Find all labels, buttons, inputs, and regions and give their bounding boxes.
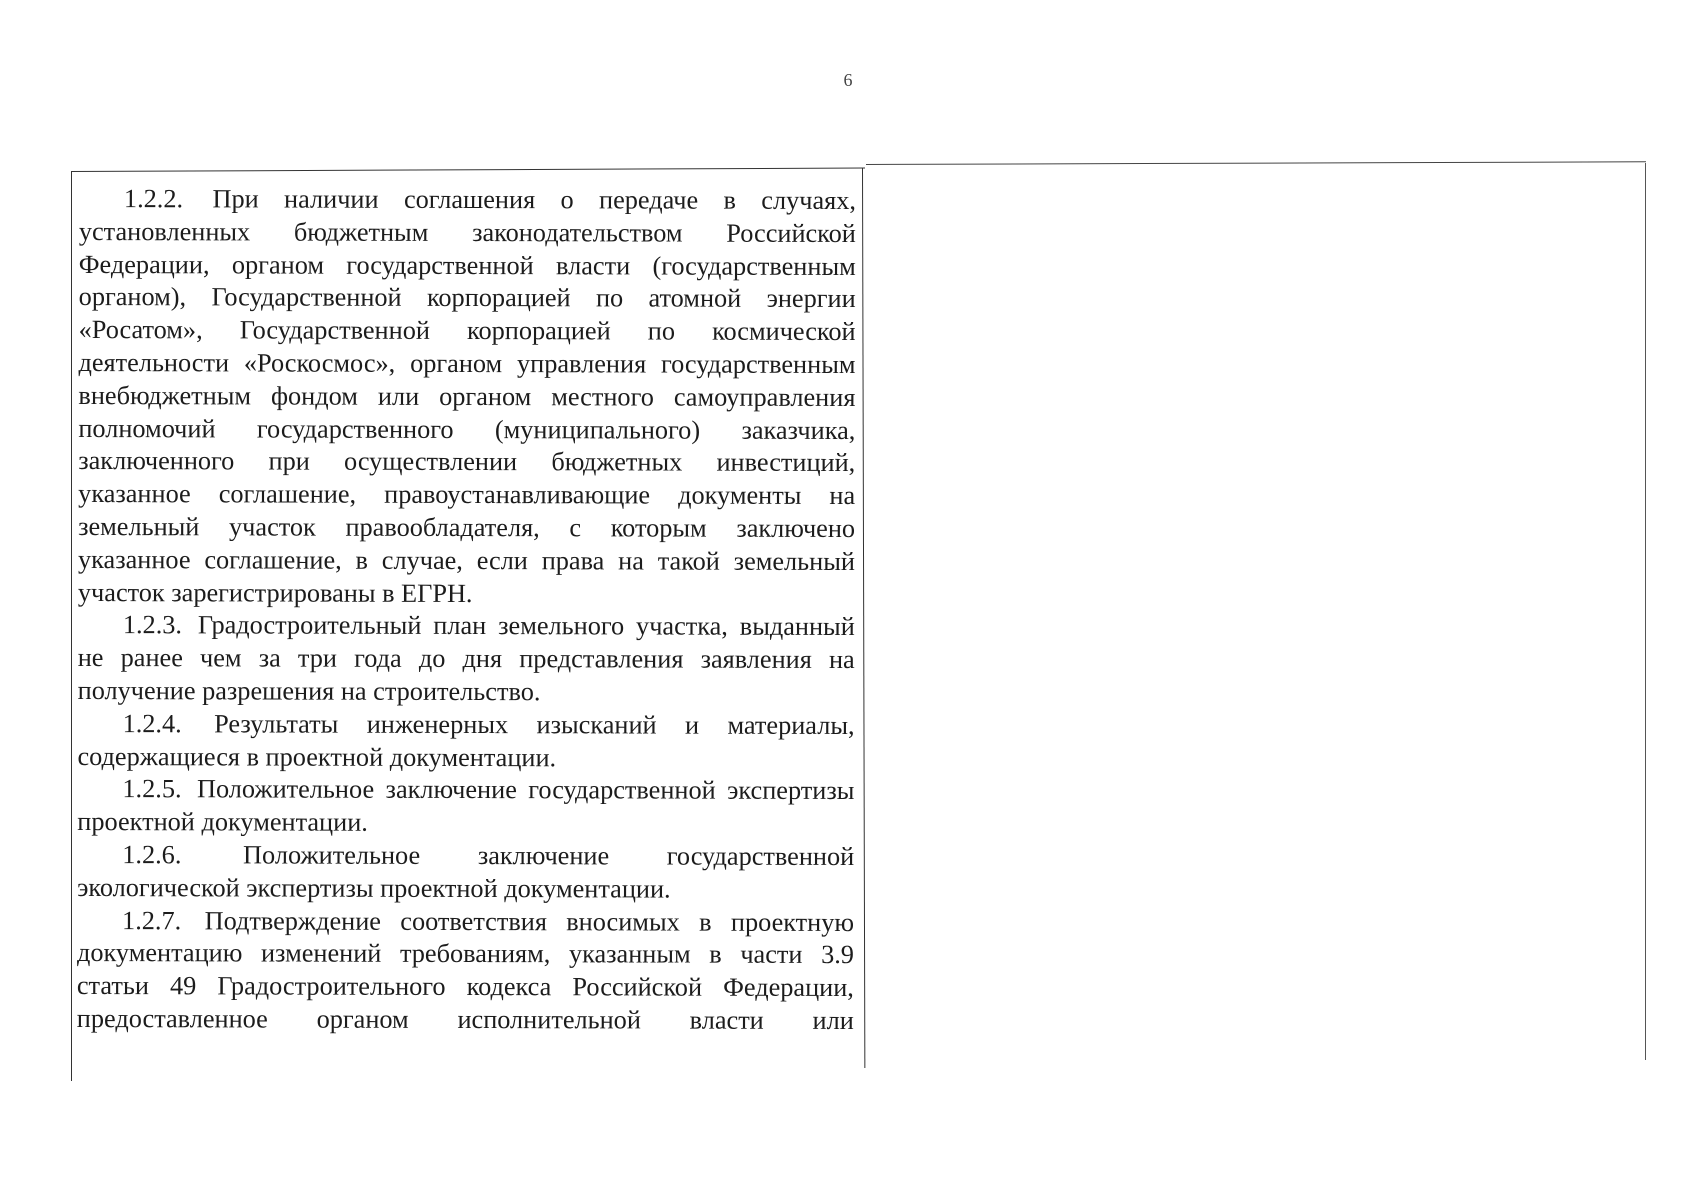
paragraph-number: 1.2.7. (122, 905, 182, 935)
table-left-border (71, 171, 72, 1081)
paragraph-text: Положительное заключение государственной экспертизы проектной документации. (77, 774, 855, 837)
paragraph-number: 1.2.6. (122, 840, 182, 870)
table-right-border (1645, 163, 1646, 1060)
table-left-cell (77, 183, 856, 1038)
page-number: 6 (843, 70, 853, 90)
paragraph-text: Подтверждение соответствия вносимых в проектную документацию изменений требованиям, указанным в части 3.9 статьи 49 Градостроительного кодекса Российской Федерации, предоставленное органом исполнительной власти или (76, 905, 855, 1035)
paragraph-1-2-6 (77, 839, 854, 907)
paragraph-1-2-5 (77, 773, 854, 841)
paragraph-number: 1.2.2. (123, 184, 184, 214)
paragraph-1-2-2 (78, 183, 856, 611)
paragraph-text: Положительное заключение государственной экологической экспертизы проектной документации. (77, 840, 855, 904)
table-top-border-left (71, 168, 865, 172)
paragraph-text: При наличии соглашения о передаче в случаях, установленных бюджетным законодательством Российской Федерации, органом государственной власти (государственным органом), Государственной корпорацией по атомной энергии «Росатом», Государственной корпорацией по космической деятельности «Роскосмос», органом управления государственным внебюджетным фондом или органом местного самоуправления полномочий государственного (муниципального) заказчика, заключенного при осуществлении бюджетных инвестиций, указанное соглашение, правоустанавливающие документы на земельный участок правообладателя, с которым заключено указанное соглашение, в случае, если права на такой земельный участок зарегистрированы в ЕГРН. (77, 184, 856, 608)
paragraph-text: Градостроительный план земельного участка, выданный не ранее чем за три года до дня представления заявления на получение разрешения на строительство. (77, 610, 855, 707)
table-top-border-right (866, 161, 1646, 165)
paragraph-1-2-4 (77, 708, 854, 776)
paragraph-1-2-7 (77, 905, 854, 1038)
paragraph-number: 1.2.3. (122, 610, 183, 640)
paragraph-number: 1.2.5. (122, 774, 182, 804)
table-column-divider (862, 168, 865, 1068)
paragraph-1-2-3 (78, 609, 855, 709)
paragraph-number: 1.2.4. (122, 708, 182, 739)
paragraph-text: Результаты инженерных изысканий и материалы, содержащиеся в проектной документации. (77, 709, 855, 772)
